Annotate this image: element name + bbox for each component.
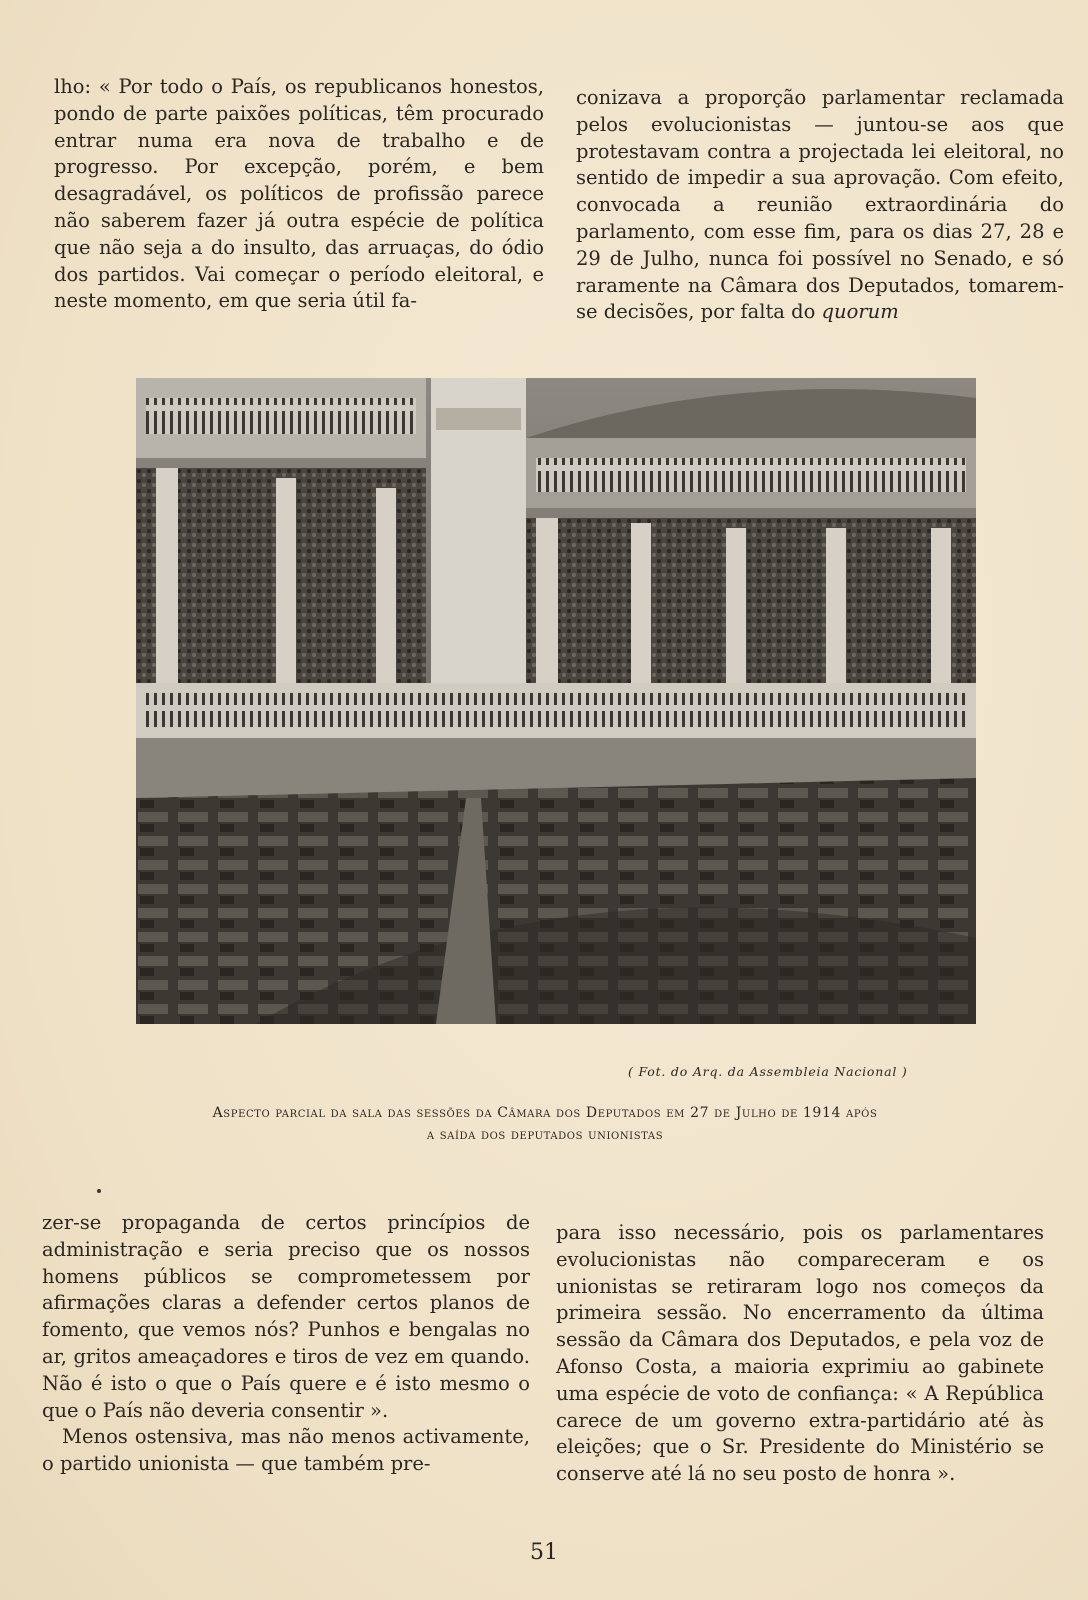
top-right-column <box>576 85 1064 326</box>
photo-caption <box>130 1102 960 1146</box>
paragraph-text: conizava a proporção parlamentar reclamada pelos evolucionistas — juntou-se aos que protestavam contra a projectada lei eleitoral, no sentido de impedir a sua aprovação. Com efeito, convocada a reunião extraordinária do parlamento, com esse fim, para os dias 27, 28 e 29 de Julho, nunca foi possível no Senado, e só raramente na Câmara dos Deputados, tomarem-se decisões, por falta do <box>576 86 1064 324</box>
caption-line-2: a saída dos deputados unionistas <box>426 1127 664 1143</box>
paragraph: para isso necessário, pois os parlamentares evolucionistas não compareceram e os unionistas se retiraram logo nos começos da primeira sessão. No encerramento da última sessão da Câmara dos Deputados, e pela voz de Afonso Costa, a maioria exprimiu ao gabinete uma espécie de voto de confiança: « A República carece de um governo extra-partidário até às eleições; que o Sr. Presidente do Ministério se conserve até lá no seu posto de honra ». <box>556 1221 1044 1486</box>
photo-credit: ( Fot. do Arq. da Assembleia Nacional ) <box>628 1064 908 1079</box>
top-left-column <box>54 74 544 315</box>
chamber-photograph <box>136 378 976 1024</box>
caption-line-1: Aspecto parcial da sala das sessões da Câmara dos Deputados em 27 de Julho de 1914 após <box>212 1105 878 1121</box>
page-number: 51 <box>530 1540 558 1565</box>
italic-word: quorum <box>821 300 899 324</box>
paragraph: zer-se propaganda de certos princípios de administração e seria preciso que os nossos homens públicos se comprometessem por afirmações claras a defender certos planos de fomento, que vemos nós? Punhos e bengalas no ar, gritos ameaçadores e tiros de vez em quando. Não é isto o que o País quere e é isto mesmo o que o País não deveria consentir ». <box>42 1211 530 1422</box>
paragraph <box>576 85 1064 326</box>
paragraph: lho: « Por todo o País, os republicanos honestos, pondo de parte paixões políticas, têm procurado entrar numa era nova de trabalho e de progresso. Por excepção, porém, e bem desagradável, os políticos de profissão parece não saberem fazer já outra espécie de política que não seja a do insulto, das arruaças, do ódio dos partidos. Vai começar o período eleitoral, e neste momento, em que seria útil fa- <box>54 75 544 313</box>
decorative-dot <box>97 1189 101 1193</box>
chamber-photo-illustration <box>136 378 976 1024</box>
paragraph: Menos ostensiva, mas não menos activamente, o partido unionista — que também pre- <box>42 1425 530 1476</box>
bottom-left-column <box>42 1210 530 1478</box>
bottom-right-column <box>556 1220 1044 1488</box>
